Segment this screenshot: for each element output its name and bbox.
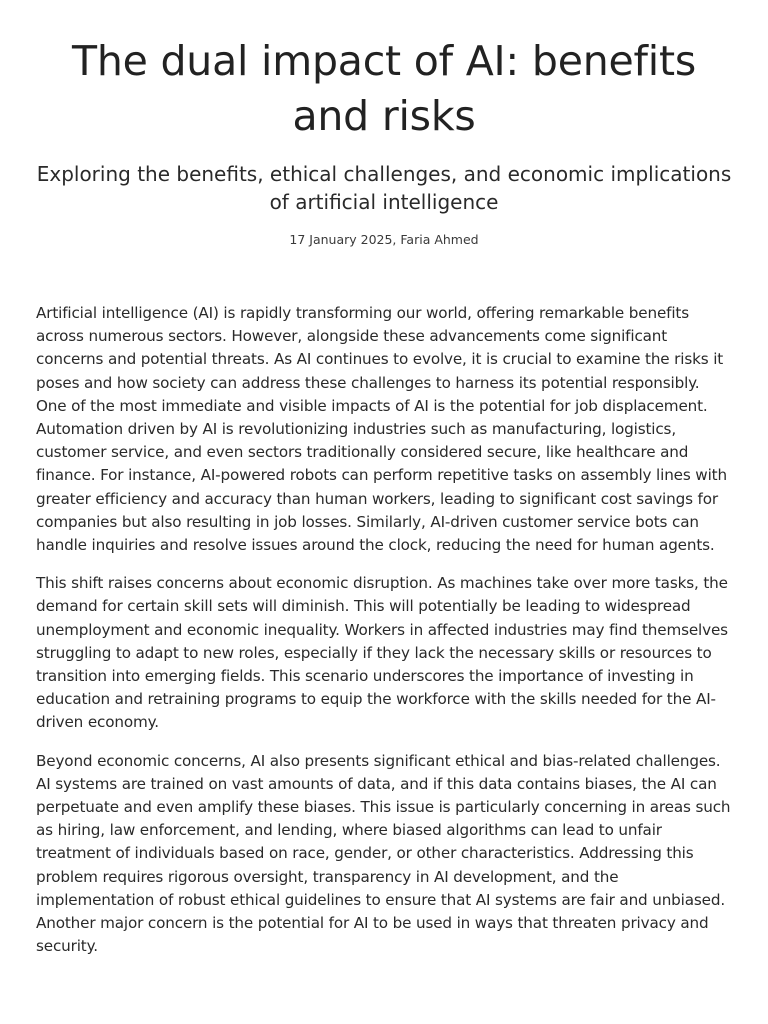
body-paragraph-1: Artificial intelligence (AI) is rapidly transforming our world, offering remarkable benefits across numerous sectors. However, alongside these advancements come significant concerns and potential threats. As AI continues to evolve, it is crucial to examine the risks it poses and how society can address these challenges to harness its potential responsibly. One of the most immediate and visible impacts of AI is the potential for job displacement. Automation driven by AI is revolutionizing industries such as manufacturing, logistics, customer service, and even sectors traditionally considered secure, like healthcare and finance. For instance, AI-powered robots can perform repetitive tasks on assembly lines with greater efficiency and accuracy than human workers, leading to significant cost savings for companies but also resulting in job losses. Similarly, AI-driven customer service bots can handle inquiries and resolve issues around the clock, reducing the need for human agents.	[36, 304, 727, 555]
article-body	[36, 302, 732, 958]
article-subtitle: Exploring the benefits, ethical challenges, and economic implications of artificial intelligence	[36, 162, 732, 214]
article-title: The dual impact of AI: benefits and risks	[71, 37, 697, 140]
article-byline: 17 January 2025, Faria Ahmed	[289, 232, 479, 247]
body-paragraph-2: This shift raises concerns about economic disruption. As machines take over more tasks, the demand for certain skill sets will diminish. This will potentially be leading to widespread unemployment and economic inequality. Workers in affected industries may find themselves struggling to adapt to new roles, especially if they lack the necessary skills or resources to transition into emerging fields. This scenario underscores the importance of investing in education and retraining programs to equip the workforce with the skills needed for the AI-driven economy.	[36, 574, 728, 732]
body-paragraph-3: Beyond economic concerns, AI also presents significant ethical and bias-related challenges. AI systems are trained on vast amounts of data, and if this data contains biases, the AI can perpetuate and even amplify these biases. This issue is particularly concerning in areas such as hiring, law enforcement, and lending, where biased algorithms can lead to unfair treatment of individuals based on race, gender, or other characteristics. Addressing this problem requires rigorous oversight, transparency in AI development, and the implementation of robust ethical guidelines to ensure that AI systems are fair and unbiased. Another major concern is the potential for AI to be used in ways that threaten privacy and security.	[36, 751, 731, 956]
